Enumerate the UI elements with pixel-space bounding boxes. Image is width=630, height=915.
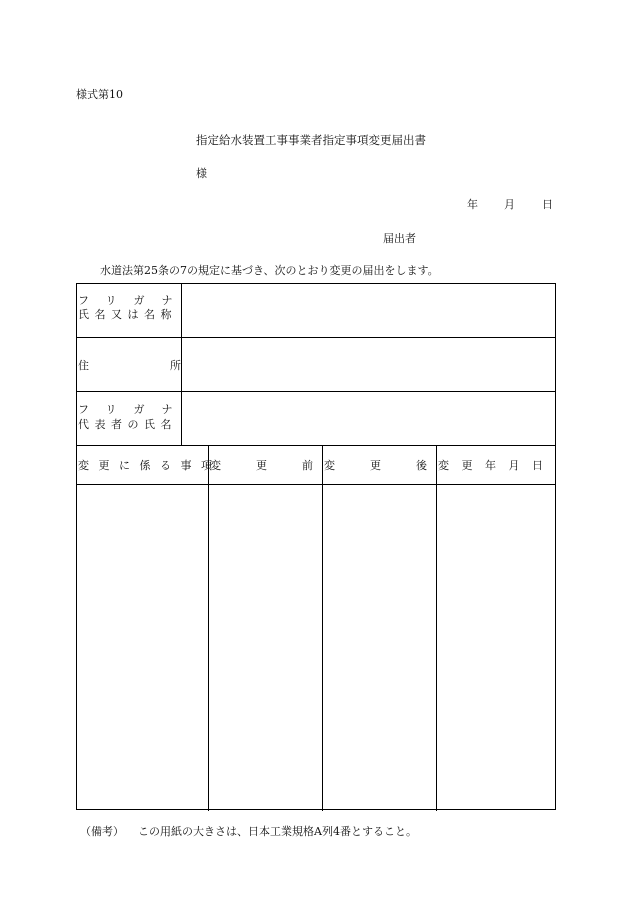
address-label: 住所 bbox=[78, 359, 262, 372]
rep-furigana: フリガナ bbox=[78, 403, 190, 416]
table-divider bbox=[436, 445, 437, 811]
rep-label: 代表者の氏名 bbox=[78, 418, 177, 431]
address-value-field[interactable] bbox=[184, 342, 552, 388]
table-divider bbox=[322, 445, 323, 811]
statement-text: 水道法第25条の7の規定に基づき、次のとおり変更の届出をします。 bbox=[100, 264, 439, 277]
entry-date-field[interactable] bbox=[439, 487, 554, 807]
table-divider bbox=[77, 445, 555, 446]
remarks-text: この用紙の大きさは、日本工業規格A列4番とすること。 bbox=[138, 825, 417, 838]
col-header-item: 変更に係る事項 bbox=[78, 459, 222, 472]
table-divider bbox=[208, 445, 209, 811]
entry-before-field[interactable] bbox=[211, 487, 320, 807]
date-line bbox=[467, 196, 553, 212]
date-day: 日 bbox=[542, 198, 553, 211]
date-month: 月 bbox=[504, 198, 515, 211]
notification-table bbox=[76, 283, 556, 810]
name-label: 氏名又は名称 bbox=[78, 308, 177, 321]
entry-after-field[interactable] bbox=[325, 487, 434, 807]
rep-value-field[interactable] bbox=[184, 396, 552, 442]
applicant-label: 届出者 bbox=[383, 232, 416, 245]
form-number: 様式第10 bbox=[76, 88, 123, 101]
name-value-field[interactable] bbox=[184, 288, 552, 334]
name-furigana: フリガナ bbox=[78, 294, 190, 307]
date-year: 年 bbox=[467, 198, 478, 211]
addressee-suffix: 様 bbox=[196, 167, 207, 180]
col-header-before: 変更前 bbox=[210, 459, 348, 472]
col-header-after: 変更後 bbox=[324, 459, 462, 472]
document-title: 指定給水装置工事事業者指定事項変更届出書 bbox=[196, 133, 426, 147]
table-divider bbox=[77, 484, 555, 485]
remarks bbox=[80, 823, 417, 839]
table-divider bbox=[77, 337, 555, 338]
col-header-date: 変更年月日 bbox=[438, 459, 556, 472]
name-furigana-label bbox=[78, 294, 190, 308]
table-divider bbox=[77, 391, 555, 392]
entry-item-field[interactable] bbox=[79, 487, 206, 807]
remarks-label: （備考） bbox=[80, 825, 124, 838]
